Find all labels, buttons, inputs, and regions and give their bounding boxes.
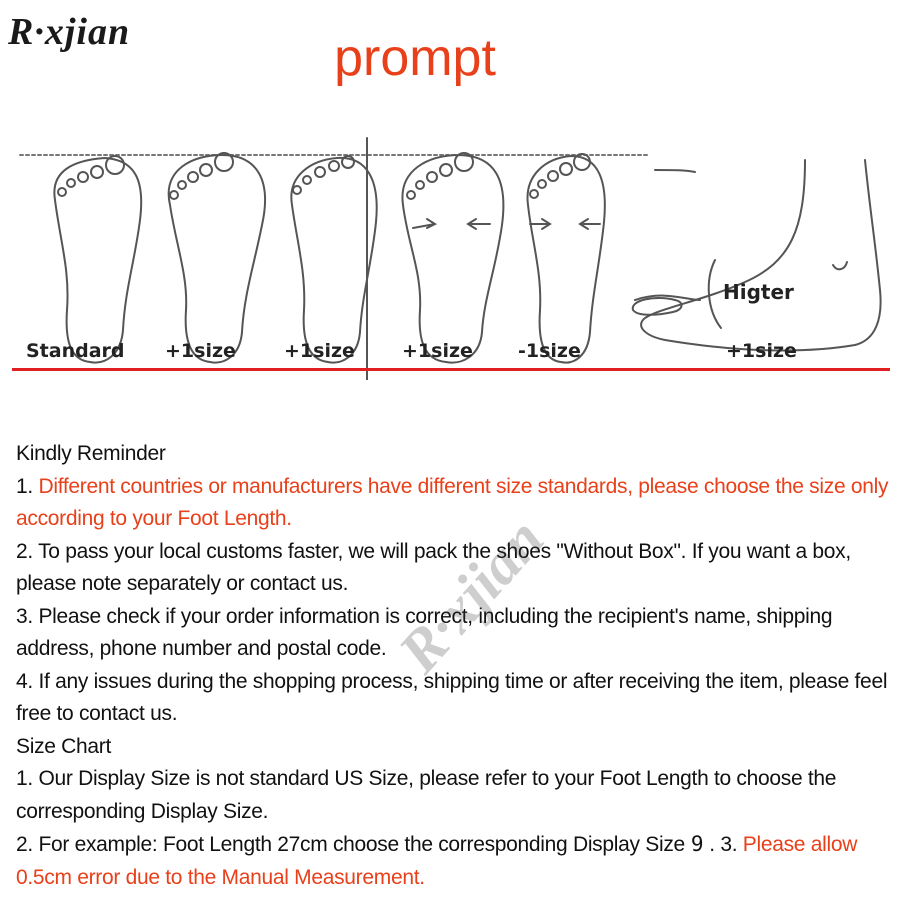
item-number: 2. bbox=[16, 539, 33, 563]
foot-wide-toe bbox=[169, 153, 265, 363]
reminder-title: Kindly Reminder bbox=[16, 442, 166, 465]
item-red-text: Please allow 0.5cm error due to the Manual Measurement. bbox=[16, 833, 858, 889]
foot-narrow bbox=[528, 154, 605, 363]
brand-watermark: R·xjian bbox=[385, 505, 557, 685]
size-value: 9 bbox=[690, 832, 704, 856]
item-text: Different countries or manufacturers have different size standards, please choose the size only according to your Foot Length. bbox=[16, 474, 889, 530]
reminder-item-1 bbox=[16, 471, 894, 536]
item-text: For example: Foot Length 27cm choose the corresponding Display Size bbox=[38, 833, 685, 856]
foot-standard bbox=[54, 156, 141, 363]
label-narrow: -1size bbox=[518, 340, 581, 362]
label-higher: Higter bbox=[723, 280, 794, 304]
label-wide: +1size bbox=[402, 340, 473, 362]
label-wide-toe: +1size bbox=[165, 340, 236, 362]
item-number: 4. bbox=[16, 669, 33, 693]
notice-text bbox=[16, 438, 894, 894]
page-heading: prompt bbox=[334, 29, 496, 87]
foot-wide bbox=[402, 153, 503, 363]
item-text: To pass your local customs faster, we will pack the shoes "Without Box". If you want a box, please note separately or contact us. bbox=[16, 539, 851, 595]
label-long-toe: +1size bbox=[284, 340, 355, 362]
brand-logo: R·xjian bbox=[8, 11, 131, 53]
item-text: If any issues during the shopping process, shipping time or after receiving the item, please feel free to contact us. bbox=[16, 669, 888, 725]
divider-line bbox=[12, 368, 890, 371]
item-number: 3. bbox=[16, 604, 33, 628]
item-text-after: . 3. bbox=[709, 833, 738, 856]
label-high-instep: +1size bbox=[726, 340, 797, 362]
label-standard: Standard bbox=[26, 340, 125, 362]
reminder-item-4 bbox=[16, 666, 894, 731]
foot-high-instep bbox=[633, 160, 881, 350]
item-number: 2. bbox=[16, 833, 33, 856]
size-chart-item-2 bbox=[16, 828, 894, 894]
item-text: Please check if your order information is correct, including the recipient's name, shipping address, phone number and postal code. bbox=[16, 604, 833, 660]
size-chart-item-1 bbox=[16, 763, 894, 828]
size-chart-title: Size Chart bbox=[16, 734, 112, 758]
item-number: 1. bbox=[16, 767, 33, 790]
item-number: 1. bbox=[16, 474, 33, 498]
item-text: Our Display Size is not standard US Size, please refer to your Foot Length to choose the corresponding Display Size. bbox=[16, 767, 837, 823]
